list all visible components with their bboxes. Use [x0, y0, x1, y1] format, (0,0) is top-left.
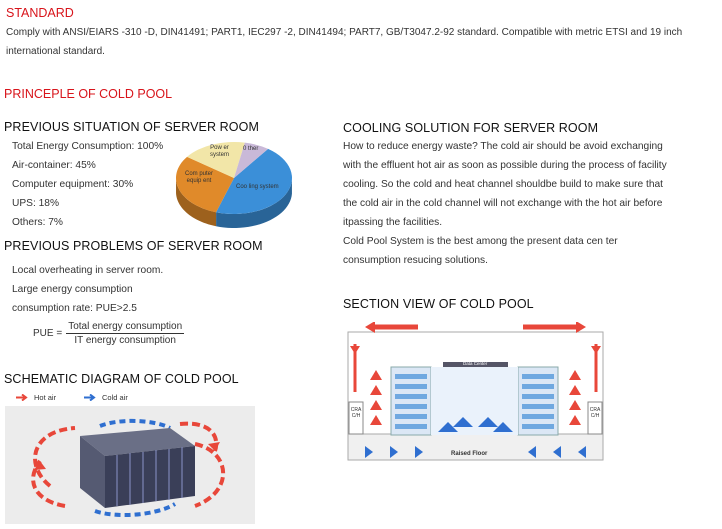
- cooling-solution-heading: COOLING SOLUTION FOR SERVER ROOM: [343, 121, 599, 135]
- legend-cold: Cold air: [84, 393, 128, 402]
- crac-left-label: CRAC/H: [350, 407, 362, 419]
- standard-heading: STANDARD: [6, 6, 74, 20]
- schematic-svg: [5, 406, 255, 524]
- pue-numerator: Total energy consumption: [68, 321, 183, 332]
- section-view-svg: [343, 322, 608, 468]
- schematic-diagram: [5, 406, 255, 524]
- situation-item: Others: 7%: [12, 217, 63, 228]
- pie-label-power: Pow er system: [210, 145, 230, 158]
- problem-item: consumption rate: PUE>2.5: [12, 303, 137, 314]
- schematic-heading: SCHEMATIC DIAGRAM OF COLD POOL: [4, 372, 239, 386]
- standard-line-1: Comply with ANSI/EIARS -310 -D, DIN41491; PART1, IEC297 -2, DIN41494; PART7, GB/T3047.2-92 standard. Compatible with metric ETSI and 19 inch: [6, 27, 683, 38]
- situation-list: [12, 137, 163, 232]
- standard-line-2: international standard.: [6, 46, 105, 57]
- section-view-heading: SECTION VIEW OF COLD POOL: [343, 297, 534, 311]
- pie-label-computer: Com puter equip ent: [185, 171, 214, 184]
- energy-pie-chart: [172, 138, 296, 238]
- pie-label-cooling: Coo ling system: [236, 184, 279, 190]
- data-center-label: Data Center: [463, 361, 488, 366]
- section-view-diagram: [343, 322, 608, 468]
- cold-arrow-icon: [84, 394, 98, 401]
- raised-floor-label: Raised Floor: [451, 451, 488, 457]
- solution-line: Cold Pool System is the best among the present data cen ter: [343, 236, 618, 247]
- situation-item: Computer equipment: 30%: [12, 179, 134, 190]
- solution-line: with the effluent hot air as soon as possible during the process of facility: [343, 160, 667, 171]
- problems-list: [12, 261, 163, 318]
- principle-heading: PRINCEPLE OF COLD POOL: [4, 87, 173, 101]
- situation-item: Air-container: 45%: [12, 160, 96, 171]
- solution-line: cooling. So the cold and heat channel shouldbe build to make sure that: [343, 179, 663, 190]
- pue-formula: [33, 321, 184, 346]
- crac-right-label: CRAC/H: [589, 407, 601, 419]
- problem-item: Large energy consumption: [12, 284, 133, 295]
- solution-line: How to reduce energy waste? The cold air should be avoid exchanging: [343, 141, 663, 152]
- solution-line: the cold air in the cold channel will not exchange with the hot air before: [343, 198, 663, 209]
- legend-hot: Hot air: [16, 393, 56, 402]
- situation-item: UPS: 18%: [12, 198, 59, 209]
- cooling-solution-text: [343, 137, 667, 270]
- hot-arrow-icon: [16, 394, 30, 401]
- previous-problems-heading: PREVIOUS PROBLEMS OF SERVER ROOM: [4, 239, 263, 253]
- previous-situation-heading: PREVIOUS SITUATION OF SERVER ROOM: [4, 120, 259, 134]
- pue-denominator: IT energy consumption: [74, 335, 176, 346]
- pue-label: PUE =: [33, 328, 63, 339]
- solution-line: consumption resucing solutions.: [343, 255, 488, 266]
- solution-line: itpassing the facilities.: [343, 217, 443, 228]
- problem-item: Local overheating in server room.: [12, 265, 164, 276]
- situation-item: Total Energy Consumption: 100%: [12, 141, 164, 152]
- pie-label-other: 0 ther: [243, 146, 259, 152]
